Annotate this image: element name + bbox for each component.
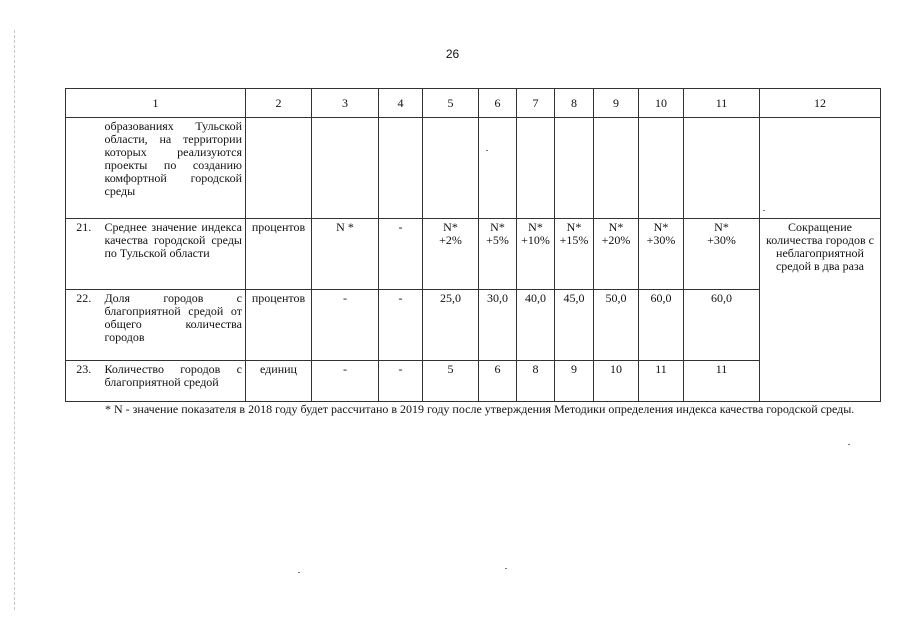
header-cell: 2 bbox=[246, 89, 312, 118]
value-cell: 30,0 bbox=[479, 290, 517, 361]
row-number: 21. bbox=[66, 219, 102, 290]
unit-cell: единиц bbox=[246, 361, 312, 402]
header-cell: 7 bbox=[517, 89, 555, 118]
scan-speck bbox=[848, 444, 850, 445]
indicator-name: Доля городов с благоприятной средой от общего количества городов bbox=[102, 290, 246, 361]
header-cell: 1 bbox=[66, 89, 246, 118]
header-cell: 12 bbox=[760, 89, 881, 118]
value-cell: N* +15% bbox=[555, 219, 594, 290]
empty-cell bbox=[423, 118, 479, 219]
indicator-name: Среднее значение индекса качества городской среды по Тульской области bbox=[102, 219, 246, 290]
footnote bbox=[65, 401, 865, 418]
scan-speck bbox=[486, 150, 488, 151]
unit-cell: процентов bbox=[246, 219, 312, 290]
header-cell: 5 bbox=[423, 89, 479, 118]
value-cell: N* +5% bbox=[479, 219, 517, 290]
table-row bbox=[66, 361, 881, 402]
value-cell: 9 bbox=[555, 361, 594, 402]
value-cell: N* +30% bbox=[639, 219, 684, 290]
value-cell: 60,0 bbox=[639, 290, 684, 361]
scan-speck bbox=[763, 210, 765, 211]
empty-cell bbox=[379, 118, 423, 219]
expected-result-cell: Сокращение количества городов с неблагоприятной средой в два раза bbox=[760, 219, 881, 402]
row-number: 23. bbox=[66, 361, 102, 402]
table-row-continuation bbox=[66, 118, 881, 219]
header-cell: 11 bbox=[684, 89, 760, 118]
value-cell: N* +2% bbox=[423, 219, 479, 290]
empty-cell bbox=[312, 118, 379, 219]
value-cell: - bbox=[379, 219, 423, 290]
value-cell: 40,0 bbox=[517, 290, 555, 361]
header-cell: 6 bbox=[479, 89, 517, 118]
header-cell: 4 bbox=[379, 89, 423, 118]
value-cell: - bbox=[312, 361, 379, 402]
value-cell: 8 bbox=[517, 361, 555, 402]
header-cell: 10 bbox=[639, 89, 684, 118]
table-row bbox=[66, 219, 881, 290]
indicators-table bbox=[65, 88, 881, 402]
empty-cell bbox=[555, 118, 594, 219]
value-cell: N* +20% bbox=[594, 219, 639, 290]
value-cell: 6 bbox=[479, 361, 517, 402]
unit-cell: процентов bbox=[246, 290, 312, 361]
table-row bbox=[66, 290, 881, 361]
footnote-text: * N - значение показателя в 2018 году будет рассчитано в 2019 году после утверждения Методики определения индекса качества городской среды. bbox=[105, 402, 855, 416]
page-number: 26 bbox=[445, 47, 460, 61]
indicator-name: Количество городов с благоприятной средой bbox=[102, 361, 246, 402]
empty-cell bbox=[684, 118, 760, 219]
header-cell: 3 bbox=[312, 89, 379, 118]
empty-cell bbox=[517, 118, 555, 219]
value-cell: 5 bbox=[423, 361, 479, 402]
empty-cell bbox=[594, 118, 639, 219]
value-cell: 11 bbox=[639, 361, 684, 402]
value-cell: 25,0 bbox=[423, 290, 479, 361]
scan-speck bbox=[505, 568, 507, 569]
indicator-name: образованиях Тульской области, на территории которых реализуются проекты по созданию комфортной городской среды bbox=[102, 118, 246, 219]
empty-cell bbox=[66, 118, 102, 219]
empty-cell bbox=[760, 118, 881, 219]
value-cell: - bbox=[312, 290, 379, 361]
value-cell: 10 bbox=[594, 361, 639, 402]
value-cell: 11 bbox=[684, 361, 760, 402]
empty-cell bbox=[246, 118, 312, 219]
scan-speck bbox=[298, 572, 300, 573]
header-cell: 8 bbox=[555, 89, 594, 118]
empty-cell bbox=[639, 118, 684, 219]
value-cell: N* +10% bbox=[517, 219, 555, 290]
value-cell: - bbox=[379, 290, 423, 361]
value-cell: 50,0 bbox=[594, 290, 639, 361]
value-cell: - bbox=[379, 361, 423, 402]
header-cell: 9 bbox=[594, 89, 639, 118]
value-cell: 60,0 bbox=[684, 290, 760, 361]
empty-cell bbox=[479, 118, 517, 219]
value-cell: 45,0 bbox=[555, 290, 594, 361]
table-header-row bbox=[66, 89, 881, 118]
value-cell: N * bbox=[312, 219, 379, 290]
scan-margin-line bbox=[14, 30, 16, 610]
row-number: 22. bbox=[66, 290, 102, 361]
value-cell: N* +30% bbox=[684, 219, 760, 290]
